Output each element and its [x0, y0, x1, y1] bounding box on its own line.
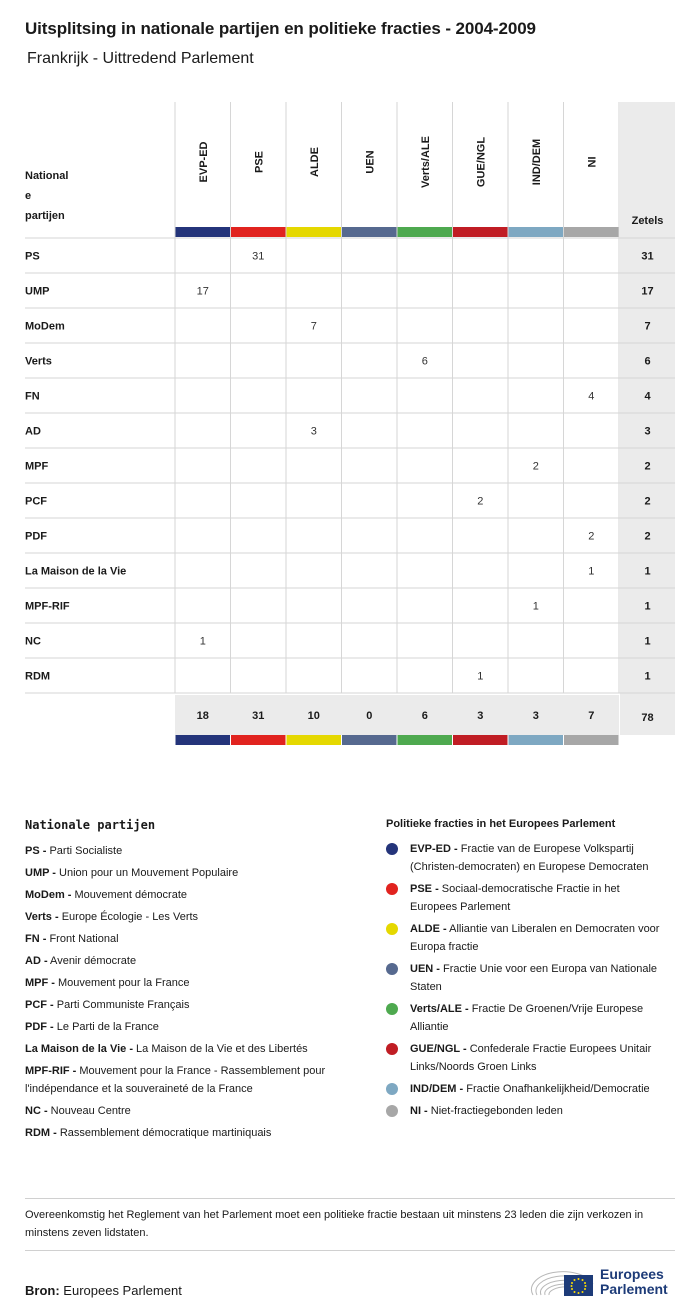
party-legend-name: Mouvement pour la France: [54, 977, 190, 989]
group-color-dot-icon: [386, 923, 398, 935]
party-legend-abbr: PDF -: [25, 1021, 54, 1033]
group-color-bar-top: [342, 227, 397, 237]
party-legend-abbr: Verts -: [25, 911, 59, 923]
group-color-bar-bottom: [453, 735, 508, 745]
source-label: Bron:: [25, 1283, 60, 1298]
group-total: 0: [366, 710, 373, 722]
seat-value: 7: [310, 320, 317, 333]
party-legend-abbr: MoDem -: [25, 889, 72, 901]
party-legend-item: [25, 952, 355, 970]
party-label: UMP: [25, 285, 50, 298]
seat-value: 31: [252, 250, 265, 263]
party-label: MoDem: [25, 320, 65, 333]
party-label: Verts: [25, 355, 52, 368]
divider: [25, 1250, 675, 1251]
group-legend-abbr: PSE -: [410, 883, 439, 895]
group-legend-item: [386, 920, 666, 956]
party-total: 2: [644, 495, 651, 508]
group-color-bar-bottom: [398, 735, 453, 745]
group-legend-item: [386, 1040, 666, 1076]
party-legend-abbr: AD -: [25, 955, 48, 967]
party-legend-name: Nouveau Centre: [47, 1105, 131, 1117]
party-legend-item: [25, 1062, 355, 1098]
group-color-dot-icon: [386, 1105, 398, 1117]
page-title: Uitsplitsing in nationale partijen en politieke fracties - 2004-2009: [25, 19, 536, 38]
group-legend-name: Alliantie van Liberalen en Democraten voor Europa fractie: [410, 923, 660, 953]
party-legend-abbr: RDM -: [25, 1127, 57, 1139]
seat-value: 17: [196, 285, 209, 298]
divider: [25, 1198, 675, 1199]
group-color-dot-icon: [386, 1003, 398, 1015]
group-total: 10: [307, 710, 320, 722]
group-color-dot-icon: [386, 883, 398, 895]
party-legend-heading: Nationale partijen: [25, 818, 156, 832]
party-label: La Maison de la Vie: [25, 565, 127, 578]
group-color-bar-top: [287, 227, 342, 237]
page-subtitle: Frankrijk - Uittredend Parlement: [27, 50, 254, 67]
party-legend-name: Parti Socialiste: [46, 845, 123, 857]
seat-value: 2: [477, 495, 484, 508]
group-legend-name: Niet-fractiegebonden leden: [427, 1105, 563, 1117]
party-legend-item: [25, 1124, 355, 1142]
party-total: 2: [644, 530, 651, 543]
party-label: RDM: [25, 670, 51, 683]
party-total: 3: [644, 425, 651, 438]
group-total: 3: [532, 710, 539, 722]
party-total: 4: [644, 390, 651, 403]
group-color-bar-bottom: [342, 735, 397, 745]
group-legend-name: Fractie De Groenen/Vrije Europese Alliantie: [410, 1003, 644, 1033]
group-color-bar-bottom: [509, 735, 564, 745]
group-legend-item: [386, 880, 666, 916]
group-legend-name: Sociaal-democratische Fractie in het Europees Parlement: [410, 883, 620, 913]
group-legend-item: [386, 1000, 666, 1036]
group-legend-abbr: EVP-ED -: [410, 843, 458, 855]
row-header-label: e: [25, 190, 32, 202]
party-legend-name: Rassemblement démocratique martiniquais: [56, 1127, 272, 1139]
seat-value: 1: [532, 600, 539, 613]
party-legend-item: [25, 1102, 355, 1120]
party-total: 6: [644, 355, 651, 368]
party-legend-item: [25, 908, 355, 926]
party-legend-abbr: NC -: [25, 1105, 48, 1117]
group-header: GUE/NGL: [475, 136, 488, 188]
party-legend-name: Avenir démocrate: [47, 955, 137, 967]
group-total: 3: [477, 710, 484, 722]
group-legend-abbr: UEN -: [410, 963, 440, 975]
group-legend-item: [386, 960, 666, 996]
seat-value: 2: [532, 460, 539, 473]
logo-text: [600, 1267, 668, 1297]
party-legend-item: [25, 996, 355, 1014]
logo-line2: Parlement: [600, 1281, 668, 1297]
grand-total: 78: [641, 712, 654, 724]
seat-value: 4: [588, 390, 595, 403]
seat-value: 6: [421, 355, 428, 368]
group-legend-item: [386, 840, 666, 876]
totals-row-bg: [175, 695, 619, 735]
group-legend-abbr: IND/DEM -: [410, 1083, 464, 1095]
group-header: EVP-ED: [197, 141, 210, 183]
group-color-dot-icon: [386, 843, 398, 855]
group-legend-item: [386, 1080, 666, 1098]
seat-value: 1: [477, 670, 484, 683]
group-color-bar-bottom: [287, 735, 342, 745]
group-legend-heading: Politieke fracties in het Europees Parlement: [386, 818, 616, 830]
group-legend-abbr: GUE/NGL -: [410, 1043, 467, 1055]
party-legend-abbr: MPF -: [25, 977, 55, 989]
party-legend-name: Europe Écologie - Les Verts: [58, 911, 199, 923]
group-legend-name: Fractie Onafhankelijkheid/Democratie: [463, 1083, 650, 1095]
party-total: 31: [641, 250, 654, 263]
seat-distribution-table: [0, 100, 700, 750]
group-color-bar-top: [453, 227, 508, 237]
row-header-label: partijen: [25, 210, 65, 222]
party-legend-item: [25, 1040, 355, 1058]
group-legend-abbr: NI -: [410, 1105, 428, 1117]
party-legend-abbr: La Maison de la Vie -: [25, 1043, 133, 1055]
total-header: Zetels: [631, 215, 664, 227]
party-legend-abbr: MPF-RIF -: [25, 1065, 77, 1077]
group-legend-name: Confederale Fractie Europees Unitair Links/Noords Groen Links: [410, 1043, 652, 1073]
party-total: 7: [644, 320, 651, 333]
group-color-bar-top: [398, 227, 453, 237]
seat-value: 3: [310, 425, 317, 438]
party-label: FN: [25, 390, 40, 403]
party-label: PS: [25, 250, 40, 263]
logo-line1: Europees: [600, 1266, 664, 1282]
group-color-bar-top: [509, 227, 564, 237]
party-legend-name: Parti Communiste Français: [53, 999, 190, 1011]
party-legend-name: Le Parti de la France: [53, 1021, 159, 1033]
party-total: 2: [644, 460, 651, 473]
group-color-dot-icon: [386, 1083, 398, 1095]
group-legend: [386, 818, 666, 1124]
group-header: NI: [586, 156, 599, 168]
seat-value: 1: [588, 565, 595, 578]
source-line: [25, 1283, 182, 1298]
group-color-bar-bottom: [564, 735, 619, 745]
group-header: PSE: [253, 150, 266, 174]
group-color-bar-top: [176, 227, 231, 237]
party-total: 1: [644, 600, 651, 613]
party-label: PDF: [25, 530, 47, 543]
party-legend-item: [25, 930, 355, 948]
party-legend-name: Mouvement pour la France - Rassemblement pour l'indépendance et la souveraineté de la France: [25, 1065, 326, 1095]
party-legend: [25, 818, 355, 1146]
group-total: 6: [421, 710, 428, 722]
seat-value: 1: [199, 635, 206, 648]
group-total: 31: [252, 710, 265, 722]
party-legend-name: Mouvement démocrate: [71, 889, 188, 901]
group-color-bar-bottom: [176, 735, 231, 745]
group-color-dot-icon: [386, 1043, 398, 1055]
party-legend-abbr: UMP -: [25, 867, 56, 879]
party-legend-item: [25, 842, 355, 860]
group-color-bar-top: [564, 227, 619, 237]
party-label: PCF: [25, 495, 47, 508]
party-total: 17: [641, 285, 654, 298]
party-label: MPF-RIF: [25, 600, 70, 613]
party-label: NC: [25, 635, 41, 648]
group-legend-item: [386, 1102, 666, 1120]
group-color-dot-icon: [386, 963, 398, 975]
row-header-label: National: [25, 170, 69, 182]
group-header: ALDE: [308, 147, 321, 177]
footnote: Overeenkomstig het Reglement van het Parlement moet een politieke fractie bestaan uit minstens 23 leden die zijn verkozen in minstens zeven lidstaten.: [25, 1209, 644, 1239]
group-legend-name: Fractie Unie voor een Europa van Nationale Staten: [410, 963, 658, 993]
party-legend-name: Union pour un Mouvement Populaire: [55, 867, 239, 879]
party-label: AD: [25, 425, 41, 438]
group-legend-abbr: ALDE -: [410, 923, 447, 935]
party-total: 1: [644, 565, 651, 578]
party-legend-abbr: FN -: [25, 933, 47, 945]
group-header: IND/DEM: [530, 138, 543, 186]
party-total: 1: [644, 635, 651, 648]
party-legend-item: [25, 864, 355, 882]
party-legend-name: Front National: [46, 933, 119, 945]
group-color-bar-bottom: [231, 735, 286, 745]
group-total: 7: [588, 710, 595, 722]
party-total: 1: [644, 670, 651, 683]
party-legend-item: [25, 974, 355, 992]
party-legend-item: [25, 886, 355, 904]
group-total: 18: [196, 710, 209, 722]
seat-value: 2: [588, 530, 595, 543]
party-label: MPF: [25, 460, 49, 473]
source-text: Europees Parlement: [63, 1283, 182, 1298]
group-header: Verts/ALE: [419, 136, 432, 188]
party-legend-abbr: PS -: [25, 845, 47, 857]
group-legend-name: Fractie van de Europese Volkspartij (Christen-democraten) en Europese Democraten: [410, 843, 649, 873]
party-legend-name: La Maison de la Vie et des Libertés: [133, 1043, 308, 1055]
group-legend-abbr: Verts/ALE -: [410, 1003, 469, 1015]
party-legend-item: [25, 1018, 355, 1036]
party-legend-abbr: PCF -: [25, 999, 54, 1011]
group-header: UEN: [364, 150, 377, 174]
group-color-bar-top: [231, 227, 286, 237]
